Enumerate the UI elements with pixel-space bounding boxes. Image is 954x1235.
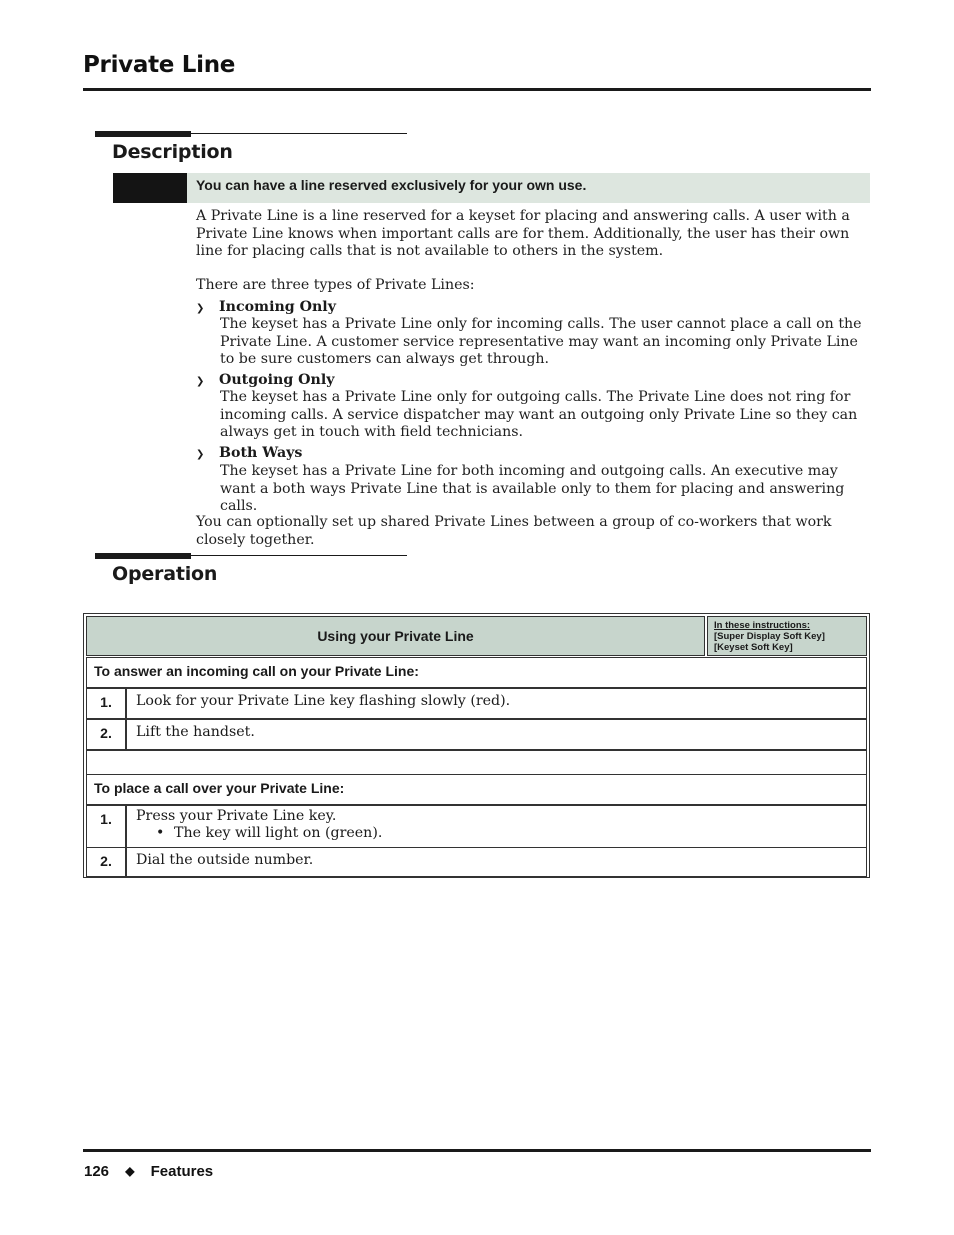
footer-rule [83,1149,871,1152]
bullet-arrow-icon: ❯ [196,376,205,387]
step-number: 1. [86,688,126,719]
page-number: 126 [84,1163,110,1180]
step-number: 2. [86,719,126,750]
step-number: 1. [86,805,126,848]
place-heading: To place a call over your Private Line: [86,774,867,805]
section-rule-thick [95,131,191,137]
footer [84,1163,213,1180]
spacer-row [86,750,867,775]
step-text: Press your Private Line key. [136,808,337,824]
type-body-both: The keyset has a Private Line for both incoming and outgoing calls. An executive may want a both ways Private Line that is available only to them for placing and answering calls. [220,463,845,514]
type-title-outgoing: Outgoing Only [219,372,335,388]
type-body-incoming: The keyset has a Private Line only for incoming calls. The user cannot place a call on the Private Line. A customer service representative may want an incoming only Private Line to be sure customers can always get through. [220,316,862,367]
step-text: Lift the handset. [126,719,867,750]
instruction-legend [707,616,867,656]
title-rule [83,88,871,91]
operation-table [83,613,870,878]
legend-title: In these instructions: [714,620,811,631]
section-rule-thin [191,133,407,134]
type-title-both: Both Ways [219,445,303,461]
types-intro: There are three types of Private Lines: [196,277,475,293]
step-text: Dial the outside number. [126,847,867,877]
summary-marker [113,173,187,203]
bullet-dot-icon: • [156,825,165,841]
table-title: Using your Private Line [86,616,705,656]
type-body-outgoing: The keyset has a Private Line only for outgoing calls. The Private Line does not ring for incoming calls. A service dispatcher may want an outgoing only Private Line so they can always get in touch with field technicians. [220,389,858,440]
operation-heading: Operation [112,563,218,585]
diamond-icon: ◆ [125,1164,135,1178]
answer-heading: To answer an incoming call on your Private Line: [86,657,867,688]
legend-keyset: [Keyset Soft Key] [714,642,793,653]
step-number: 2. [86,847,126,877]
bullet-arrow-icon: ❯ [196,449,205,460]
summary-bar: You can have a line reserved exclusively for your own use. [187,173,870,203]
legend-super-display: [Super Display Soft Key] [714,631,825,642]
footer-section: Features [150,1163,214,1180]
intro-paragraph: A Private Line is a line reserved for a keyset for placing and answering calls. A user with a Private Line knows when important calls are for them. Additionally, the user has their own line for placing calls that is not available to others in the system. [196,208,850,259]
description-heading: Description [112,141,233,163]
step-text: Look for your Private Line key flashing slowly (red). [126,688,867,719]
page-title: Private Line [83,52,236,78]
sub-bullet-text: The key will light on (green). [174,825,383,841]
type-title-incoming: Incoming Only [219,299,336,315]
bullet-arrow-icon: ❯ [196,303,205,314]
sub-bullet [136,825,866,842]
step-text-with-sub [126,805,867,848]
closing-paragraph: You can optionally set up shared Private Lines between a group of co-workers that work closely together. [196,514,832,548]
section-rule-thick [95,553,191,559]
section-rule-thin [191,555,407,556]
